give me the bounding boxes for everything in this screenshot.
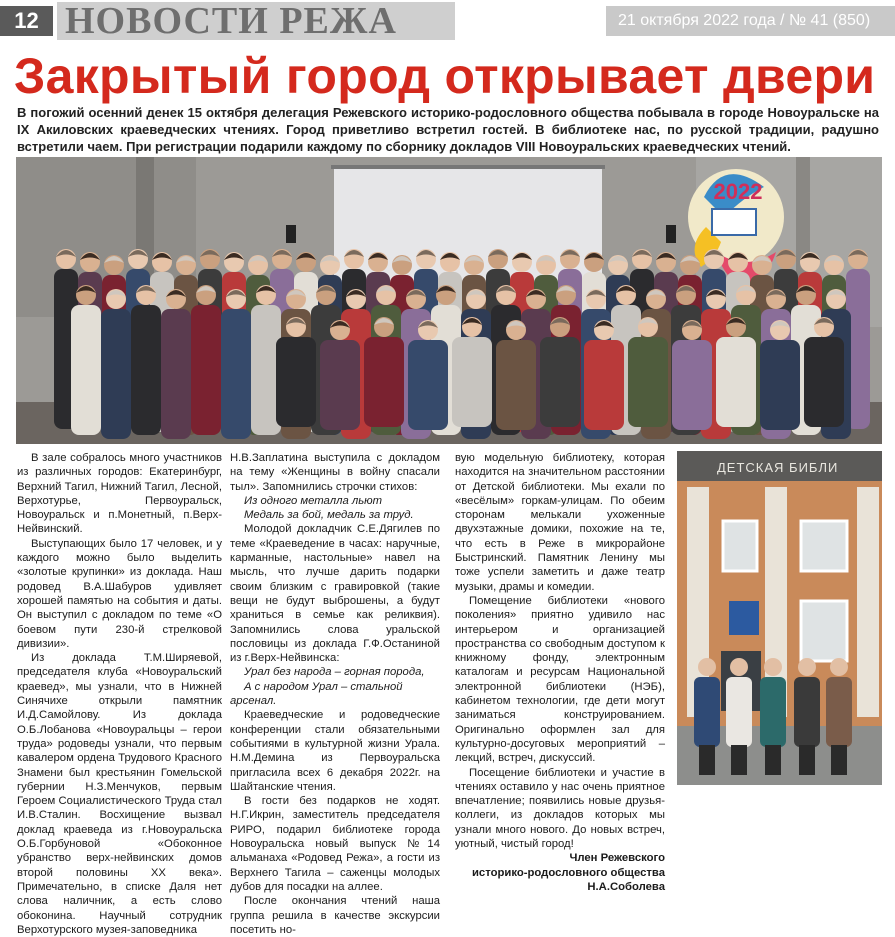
signature-line: историко-родословного общества [471,866,665,879]
article-headline: Закрытый город открывает двери [14,48,876,104]
poem-line: Из одного металла льют [244,494,383,507]
poem-line: Медаль за бой, медаль за труд. [244,509,414,522]
masthead [0,0,895,44]
paragraph: Помещение библиотеки «нового поколения» приятно удивило нас интерьером и организацией пространства со свободным доступом к книжному фонду, электронным каталогам и ресурсам Национальной электронной библиотеки (НЭБ), кабинетом технологии, где дети могут заниматься конструированием. Оригинально оформлен зал для культурно-досуговых мероприятий – лекций, встреч, дискуссий. [455,594,665,765]
paragraph: В гости без подарков не ходят. Н.Г.Икрин, заместитель председателя РИРО, подарил библиотеке города Новоуральска новый выпуск №14 альманаха «Родовед Режа», а гости из Верхнего Тагила – саженцы молодых дубов для посадки на аллее. [230,795,440,893]
paragraph: В зале собралось много участников из различных городов: Екатеринбург, Верхний Тагил, Нижний Тагил, Лесной, Верхотурье, Первоуральск, Новоуральск и п.Монетный, п.Верх-Нейвинский. [17,452,222,536]
paragraph: Н.В.Заплатина выступила с докладом на тему «Женщины в войну спасали тыл». Запомнились строчки стихов: [230,452,440,493]
banner-year: 2022 [713,179,763,204]
paragraph: Из доклада Т.М.Ширяевой, председателя клуба «Новоуральский краевед», мы узнали, что в Нижней Синячихе открыли памятник И.Д.Самойлову. Из доклада О.Б.Лобанова «Новоуральцы – герои труда» родоведы узнали, что первым кавалером ордена Трудового Красного Знамени был крестьянин Гомельской губернии Н.З.Менчуков, первым Героем Социалистического Труда стал И.В.Сталин. Восхищение вызвал доклад краеведа из г.Новоуральска О.Б.Горбуновой «Обоконное убранство верх-нейвинских домов второй половины XX века». Примечательно, в списке Даля нет слова наличник, а есть слово обоконина. Научный сотрудник Верхотурского музея-заповедника [17,652,222,936]
library-photo [677,451,882,785]
building-sign: ДЕТСКАЯ БИБЛИ [717,460,839,475]
issue-date-number: 21 октября 2022 года / № 41 (850) [606,6,895,36]
paragraph: Посещение библиотеки и участие в чтениях оставило у нас очень приятное впечатление; появились новые друзья-коллеги, из докладов которых мы узнали много нового. До новых встреч, уютный, чистый город! [455,766,665,851]
column-2 [230,451,440,937]
column-3 [455,451,665,894]
paragraph: Молодой докладчик С.Е.Дягилев по теме «Краеведение в часах: наручные, карманные, настольные» навел на мысль, что лучше дарить подарки своим близким с гравировкой (такие вещи не будут выброшены, а будут храниться в семье как реликвия). Запомнились слова уральской пословицы из доклада Г.Ф.Останиной из г.Верх-Нейвинска: [230,523,440,665]
section-title: НОВОСТИ РЕЖА [65,0,397,42]
column-1 [17,451,222,937]
paragraph: Краеведческие и родоведческие конференции стали обязательными событиями в культурной жизни Урала. Н.М.Демина из Первоуральска пригласила всех 6 декабря 2022г. на Шайтанские чтения. [230,709,440,793]
signature-line: Член Режевского [569,852,665,865]
signature-author: Н.А.Соболева [587,880,665,893]
paragraph: После окончания чтений наша группа решила в качестве экскурсии посетить но- [230,895,440,936]
group-photo [16,157,882,444]
poem-line: Урал без народа – горная порода, [244,666,425,679]
article-lead: В погожий осенний денек 15 октября делегация Режевского историко-родословного общества побывала в городе Новоуральске на IX Акиловских краеведческих чтениях. Город приветливо встретил гостей. В библиотеке нас, по русской традиции, радушно встретили чаем. При регистрации подарили каждому по сборнику докладов VIII Новоуральских краеведческих чтений. [17,105,879,154]
paragraph: вую модельную библиотеку, которая находится на значительном расстоянии от Детской библиотеки. Мы ехали по «весёлым» горкам-улицам. По обеим сторонам мелькали ухоженные двухэтажные домики, похожие на те, что есть в Реже в микрорайоне Быстринский. Памятник Ленину мы тоже успели заметить и даже театр музыки, драмы и комедии. [455,452,665,593]
paragraph: Выступающих было 17 человек, и у каждого можно было выделить «золотые крупинки» из доклада. Наш родовед В.А.Шабуров удивляет хорошей памятью на события и даты. Он выступил с докладом по теме «О боевом пути 230-й стрелковой дивизии». [17,537,222,650]
page-number: 12 [0,6,53,36]
poem-line: А с народом Урал – стальной арсенал. [230,680,403,708]
